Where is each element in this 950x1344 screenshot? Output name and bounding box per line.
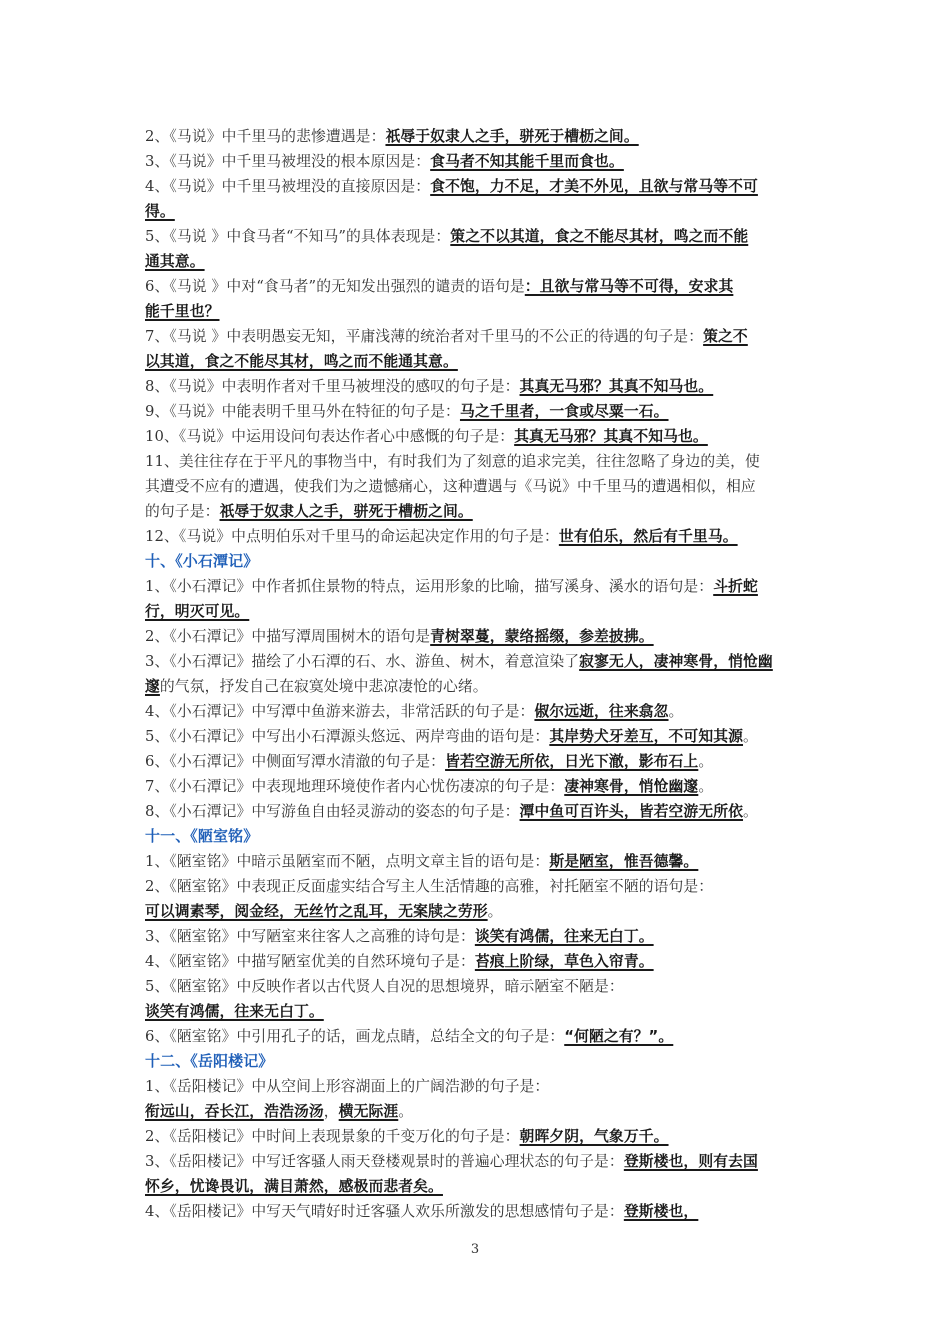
question-text: 2、《马说》中千里马的悲惨遭遇是： xyxy=(145,128,386,145)
question-text: 3、《马说》中千里马被埋没的根本原因是： xyxy=(145,153,431,170)
text-line xyxy=(145,1174,807,1199)
answer-text: 策之不以其道，食之不能尽其材，鸣之而不能 xyxy=(450,228,749,245)
answer-text: 其岸势犬牙差互，不可知其源 xyxy=(549,728,744,745)
question-text: 11、美往往存在于平凡的事物当中，有时我们为了刻意的追求完美，往往忽略了身边的美，使 xyxy=(145,453,760,470)
text-line xyxy=(145,674,807,699)
text-line xyxy=(145,874,807,899)
question-text: 1、《陋室铭》中暗示虽陋室而不陋，点明文章主旨的语句是： xyxy=(145,853,550,870)
text-line xyxy=(145,599,807,624)
text-line xyxy=(145,1074,807,1099)
question-text: 12、《马说》中点明伯乐对千里马的命运起决定作用的句子是： xyxy=(145,528,559,545)
answer-text: 俶尔远逝，往来翕忽 xyxy=(534,703,669,720)
answer-text: 行，明灭可见。 xyxy=(145,603,250,620)
section-heading xyxy=(145,1049,807,1074)
answer-text: 谈笑有鸿儒，往来无白丁。 xyxy=(474,928,654,945)
answer-text: 朝晖夕阴，气象万千。 xyxy=(519,1128,669,1145)
text-line xyxy=(145,949,807,974)
question-text: 的句子是： xyxy=(145,503,220,520)
answer-text: 食马者不知其能千里而食也。 xyxy=(430,153,624,170)
question-text: 5、《小石潭记》中写出小石潭源头悠远、两岸弯曲的语句是： xyxy=(145,728,550,745)
question-text: 。 xyxy=(487,903,503,920)
text-line xyxy=(145,449,807,474)
question-text: 2、《小石潭记》中描写潭周围树木的语句是 xyxy=(145,628,431,645)
text-line xyxy=(145,349,807,374)
question-text: 十一、《陋室铭》 xyxy=(145,827,259,845)
text-line xyxy=(145,899,807,924)
question-text: 3、《陋室铭》中写陋室来往客人之高雅的诗句是： xyxy=(145,928,475,945)
answer-text: 衔远山，吞长江，浩浩汤汤 xyxy=(145,1103,324,1120)
question-text: 8、《马说》中表明作者对千里马被埋没的感叹的句子是： xyxy=(145,378,520,395)
text-line xyxy=(145,849,807,874)
text-line xyxy=(145,624,807,649)
text-line xyxy=(145,574,807,599)
text-line xyxy=(145,999,807,1024)
text-line xyxy=(145,974,807,999)
answer-text: 怀乡，忧谗畏讥，满目萧然，感极而悲者矣。 xyxy=(145,1178,443,1195)
answer-text: 得。 xyxy=(145,203,175,220)
answer-text: 通其意。 xyxy=(145,253,205,270)
text-line xyxy=(145,149,807,174)
answer-text: 其真无马邪？其真不知马也。 xyxy=(514,428,708,445)
text-line xyxy=(145,199,807,224)
answer-text: 苔痕上阶绿，草色入帘青。 xyxy=(474,953,654,970)
answer-text: 横无际涯 xyxy=(338,1103,399,1120)
answer-text: 其真无马邪？其真不知马也。 xyxy=(519,378,714,395)
question-text: 3、《岳阳楼记》中写迁客骚人雨天登楼观景时的普遍心理状态的句子是： xyxy=(145,1153,624,1170)
answer-text: 能千里也？ xyxy=(145,303,220,320)
question-text: 其遭受不应有的遭遇，使我们为之遗憾痛心，这种遭遇与《马说》中千里马的遭遇相似，相应 xyxy=(145,478,756,495)
text-line xyxy=(145,1099,807,1124)
text-line xyxy=(145,799,807,824)
answer-text: 邃 xyxy=(145,678,160,695)
text-line xyxy=(145,774,807,799)
question-text: 2、《岳阳楼记》中时间上表现景象的千变万化的句子是： xyxy=(145,1128,520,1145)
question-text: 5、《陋室铭》中反映作者以古代贤人自况的思想境界，暗示陋室不陋是： xyxy=(145,978,624,995)
question-text: 。 xyxy=(698,753,714,770)
text-line xyxy=(145,924,807,949)
question-text: 。 xyxy=(398,1103,414,1120)
text-line xyxy=(145,124,807,149)
answer-text: 青树翠蔓，蒙络摇缀，参差披拂。 xyxy=(430,628,654,645)
answer-text: 以其道，食之不能尽其材，鸣之而不能通其意。 xyxy=(145,353,458,370)
page-number: 3 xyxy=(470,1242,480,1257)
answer-text: 皆若空游无所依，日光下澈，影布石上 xyxy=(445,753,699,770)
question-text: 。 xyxy=(668,703,684,720)
answer-text: “何陋之有？”。 xyxy=(564,1028,674,1045)
question-text: 4、《岳阳楼记》中写天气晴好时迁客骚人欢乐所激发的思想感情句子是： xyxy=(145,1203,624,1220)
question-text: 。 xyxy=(698,778,714,795)
text-line xyxy=(145,1199,807,1224)
question-text: 6、《马说 》中对“食马者”的无知发出强烈的谴责的语句是 xyxy=(145,278,525,295)
question-text: 4、《小石潭记》中写潭中鱼游来游去，非常活跃的句子是： xyxy=(145,703,535,720)
question-text: 十二、《岳阳楼记》 xyxy=(145,1052,274,1070)
answer-text: 食不饱，力不足，才美不外见，且欲与常马等不可 xyxy=(430,178,758,195)
answer-text: 登斯楼也， xyxy=(623,1203,699,1220)
question-text: ， xyxy=(323,1103,339,1120)
question-text: 3、《小石潭记》描绘了小石潭的石、水、游鱼、树木，着意渲染了 xyxy=(145,653,580,670)
answer-text: 马之千里者，一食或尽粟一石。 xyxy=(459,403,669,420)
answer-text: 斗折蛇 xyxy=(713,578,758,595)
text-line xyxy=(145,399,807,424)
question-text: 8、《小石潭记》中写游鱼自由轻灵游动的姿态的句子是： xyxy=(145,803,520,820)
text-line xyxy=(145,249,807,274)
question-text: 7、《马说 》中表明愚妄无知，平庸浅薄的统治者对千里马的不公正的待遇的句子是： xyxy=(145,328,704,345)
question-text: 十、《小石潭记》 xyxy=(145,552,259,570)
text-line xyxy=(145,299,807,324)
text-line xyxy=(145,374,807,399)
text-line xyxy=(145,224,807,249)
answer-text: 祇辱于奴隶人之手，骈死于槽枥之间。 xyxy=(219,503,473,520)
question-text: 4、《陋室铭》中描写陋室优美的自然环境句子是： xyxy=(145,953,475,970)
text-line xyxy=(145,1024,807,1049)
text-line xyxy=(145,324,807,349)
question-text: 6、《陋室铭》中引用孔子的话，画龙点睛，总结全文的句子是： xyxy=(145,1028,565,1045)
text-line xyxy=(145,1149,807,1174)
answer-text: 寂寥无人，凄神寒骨，悄怆幽 xyxy=(579,653,773,670)
question-text: 4、《马说》中千里马被埋没的直接原因是： xyxy=(145,178,431,195)
text-line xyxy=(145,749,807,774)
section-heading xyxy=(145,549,807,574)
answer-text: 世有伯乐，然后有千里马。 xyxy=(558,528,738,545)
answer-text: 斯是陋室，惟吾德馨。 xyxy=(549,853,699,870)
question-text: 7、《小石潭记》中表现地理环境使作者内心忧伤凄凉的句子是： xyxy=(145,778,565,795)
question-text: 1、《小石潭记》中作者抓住景物的特点，运用形象的比喻，描写溪身、溪水的语句是： xyxy=(145,578,714,595)
answer-text: 谈笑有鸿儒，往来无白丁。 xyxy=(145,1003,324,1020)
question-text: 。 xyxy=(743,728,758,745)
text-line xyxy=(145,174,807,199)
text-line xyxy=(145,649,807,674)
question-text: 2、《陋室铭》中表现正反面虚实结合写主人生活情趣的高雅，衬托陋室不陋的语句是： xyxy=(145,878,714,895)
answer-text: 凄神寒骨，悄怆幽邃 xyxy=(564,778,699,795)
text-line xyxy=(145,274,807,299)
text-line xyxy=(145,1124,807,1149)
answer-text: 潭中鱼可百许头，皆若空游无所依 xyxy=(519,803,744,820)
question-text: 6、《小石潭记》中侧面写潭水清澈的句子是： xyxy=(145,753,446,770)
text-line xyxy=(145,499,807,524)
text-line xyxy=(145,724,807,749)
text-line xyxy=(145,474,807,499)
document-body xyxy=(145,124,807,1224)
text-line xyxy=(145,524,807,549)
question-text: 1、《岳阳楼记》中从空间上形容湖面上的广阔浩渺的句子是： xyxy=(145,1078,550,1095)
answer-text: 祇辱于奴隶人之手，骈死于槽枥之间。 xyxy=(385,128,639,145)
question-text: 10、《马说》中运用设问句表达作者心中感慨的句子是： xyxy=(145,428,515,445)
answer-text: ：且欲与常马等不可得，安求其 xyxy=(524,278,734,295)
section-heading xyxy=(145,824,807,849)
answer-text: 登斯楼也，则有去国 xyxy=(623,1153,758,1170)
question-text: 9、《马说》中能表明千里马外在特征的句子是： xyxy=(145,403,460,420)
text-line xyxy=(145,699,807,724)
answer-text: 可以调素琴，阅金经，无丝竹之乱耳，无案牍之劳形 xyxy=(145,903,488,920)
question-text: 。 xyxy=(743,803,758,820)
answer-text: 策之不 xyxy=(703,328,748,345)
question-text: 的气氛，抒发自己在寂寞处境中悲凉凄怆的心绪。 xyxy=(159,678,488,695)
text-line xyxy=(145,424,807,449)
question-text: 5、《马说 》中食马者“不知马”的具体表现是： xyxy=(145,228,451,245)
